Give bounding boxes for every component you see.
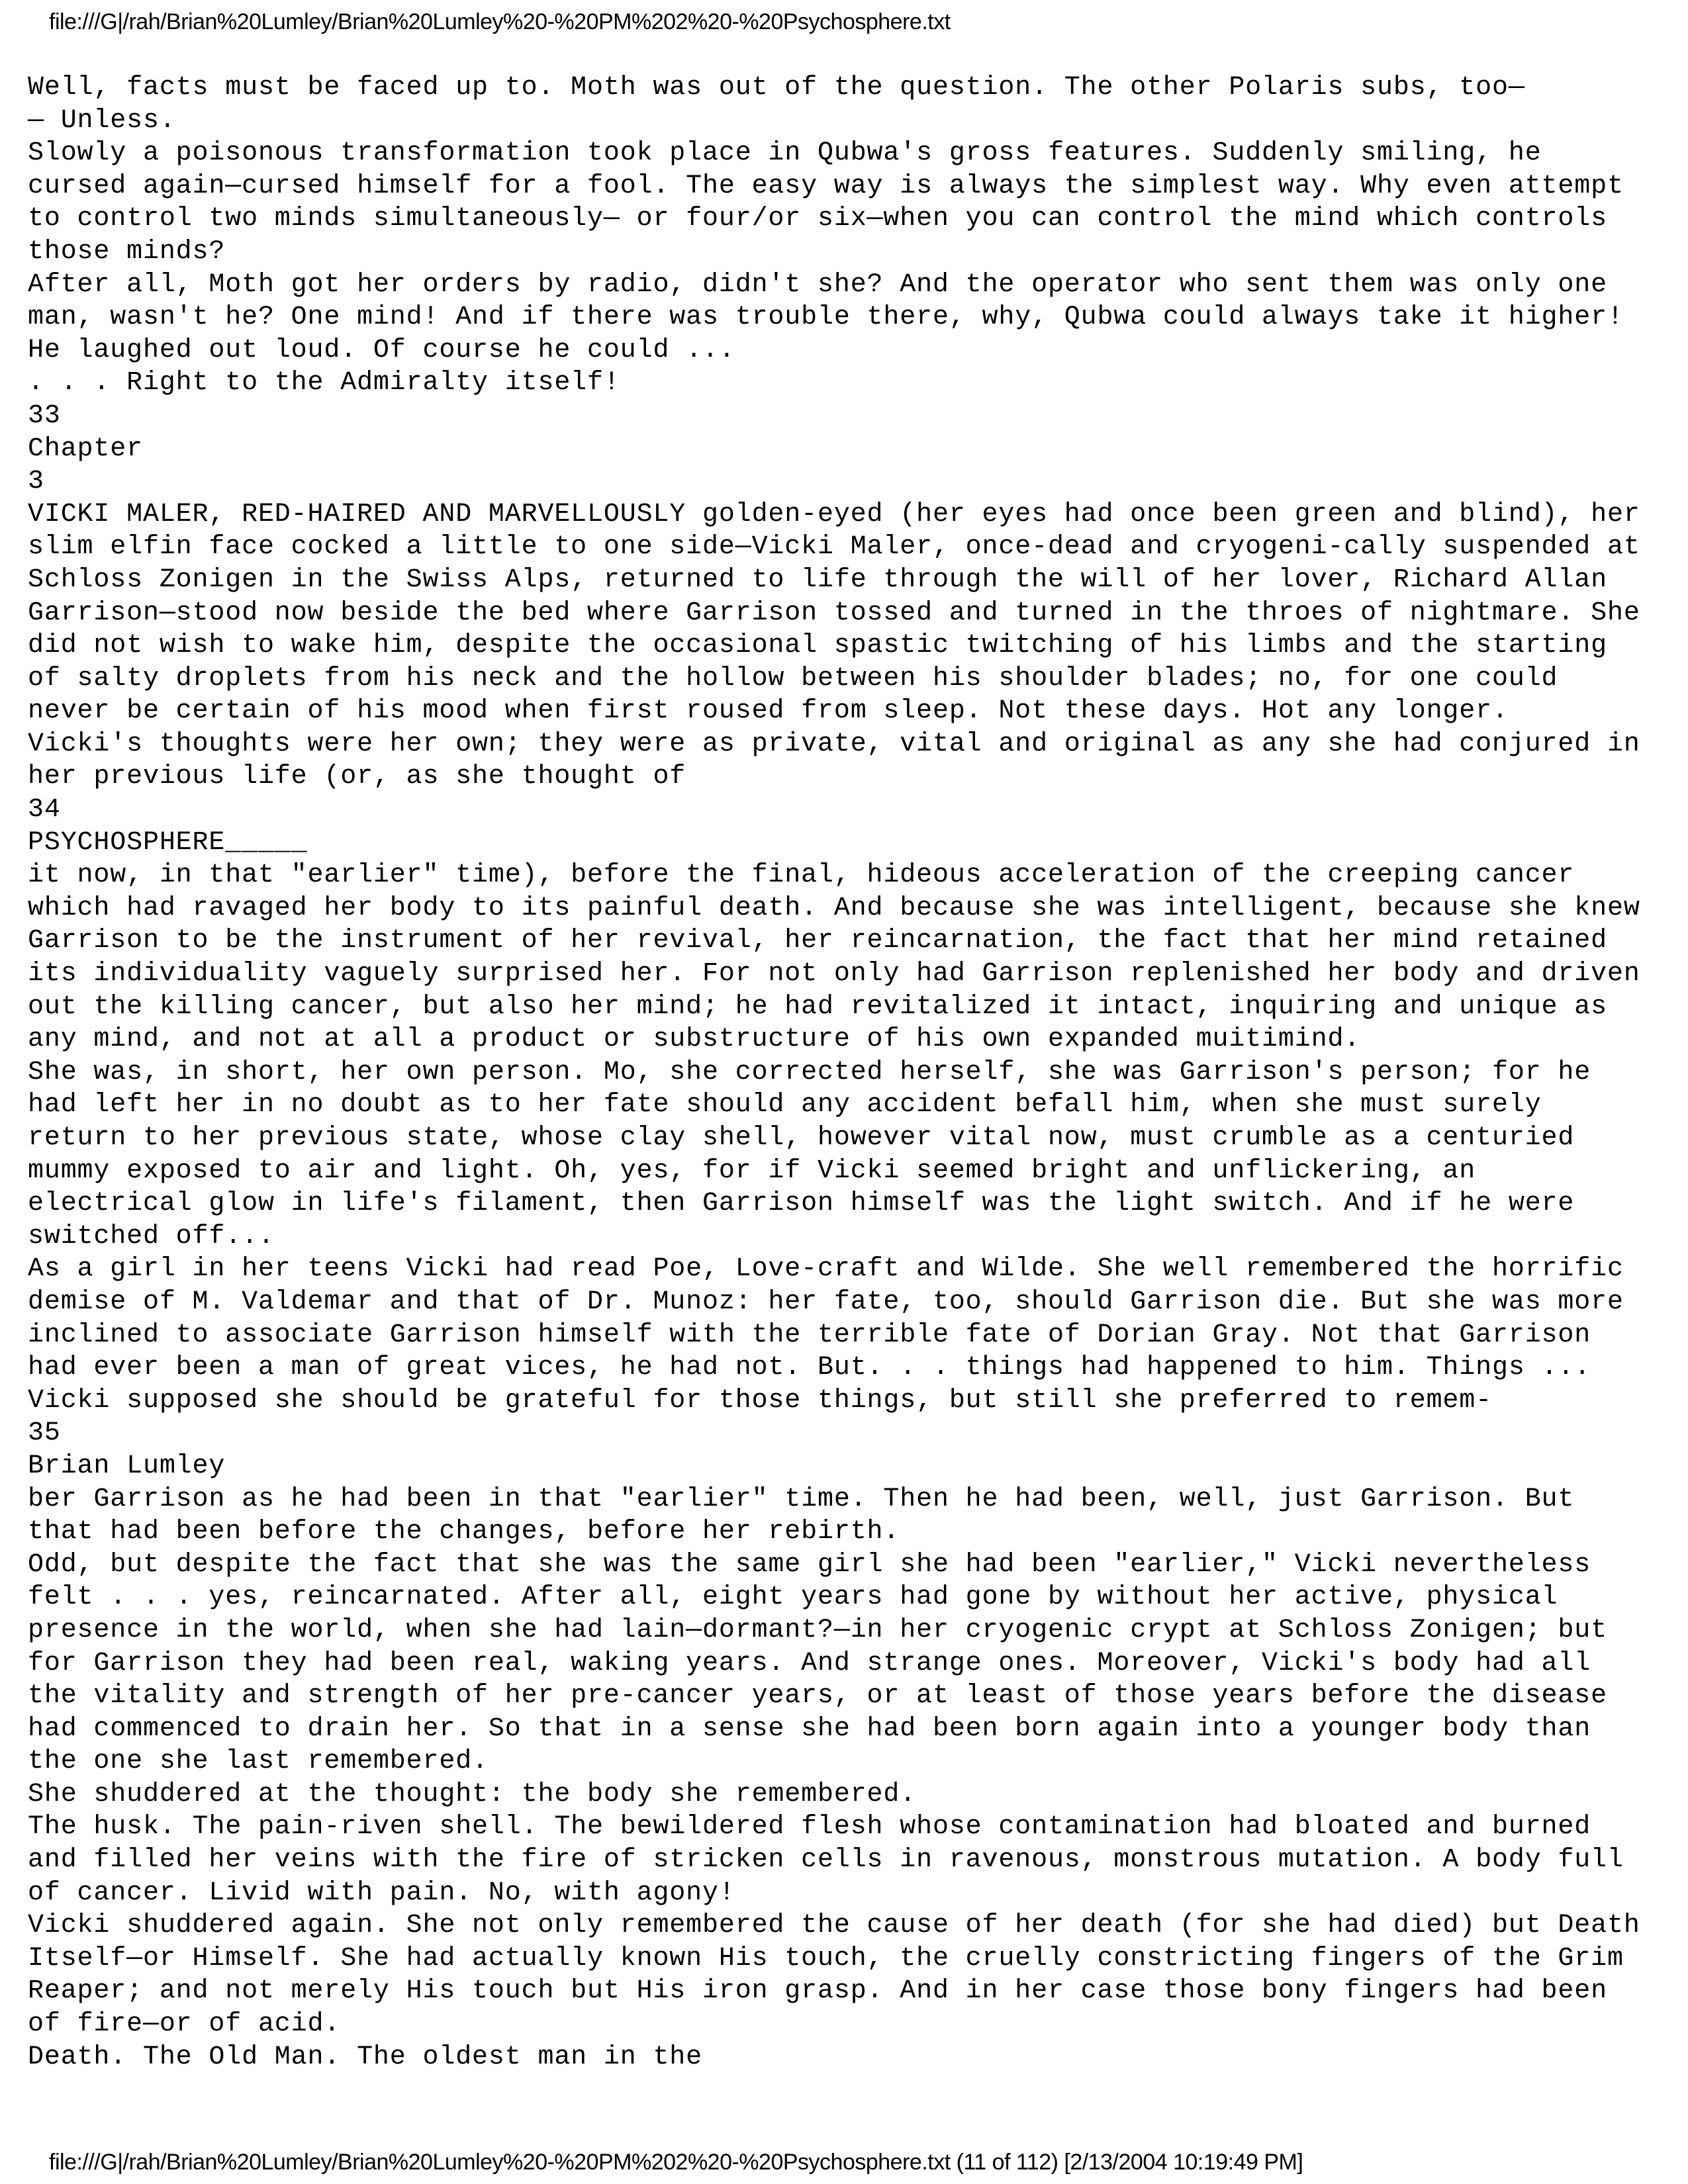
text-line: her previous life (or, as she thought of — [28, 762, 686, 792]
text-line: Schloss Zonigen in the Swiss Alps, returned to life through the will of her lover, Richard Allan — [28, 565, 1607, 595]
page-header-path: file:///G|/rah/Brian%20Lumley/Brian%20Lumley%20-%20PM%202%20-%20Psychosphere.txt — [49, 9, 951, 34]
text-line: had commenced to drain her. So that in a sense she had been born again into a younger body than — [28, 1713, 1591, 1744]
text-line: Itself—or Himself. She had actually known His touch, the cruelly constricting fingers of the Grim — [28, 1943, 1624, 1974]
text-line: it now, in that "earlier" time), before the final, hideous acceleration of the creeping cancer — [28, 860, 1575, 891]
text-line: Death. The Old Man. The oldest man in the — [28, 2042, 703, 2072]
text-line: mummy exposed to air and light. Oh, yes, for if Vicki seemed bright and unflickering, an — [28, 1156, 1476, 1186]
text-line: man, wasn't he? One mind! And if there was trouble there, why, Qubwa could always take it higher! — [28, 302, 1624, 333]
text-line: the one she last remembered. — [28, 1747, 489, 1777]
text-line: electrical glow in life's filament, then Garrison himself was the light switch. And if he were — [28, 1189, 1575, 1219]
text-line: presence in the world, when she had lain—dormant?—in her cryogenic crypt at Schloss Zonigen; but — [28, 1615, 1607, 1645]
text-line: the vitality and strength of her pre-cancer years, or at least of those years before the disease — [28, 1681, 1607, 1711]
text-line: return to her previous state, whose clay shell, however vital now, must crumble as a centuried — [28, 1123, 1575, 1153]
text-line: those minds? — [28, 236, 226, 267]
text-line: — Unless. — [28, 105, 176, 136]
text-line: ber Garrison as he had been in that "earlier" time. Then he had been, well, just Garrison. But — [28, 1484, 1575, 1514]
text-line: Odd, but despite the fact that she was the same girl she had been "earlier," Vicki nevertheless — [28, 1549, 1591, 1580]
text-line: Well, facts must be faced up to. Moth was out of the question. The other Polaris subs, too— — [28, 73, 1525, 103]
text-line: As a girl in her teens Vicki had read Poe, Love-craft and Wilde. She well remembered the horrific — [28, 1254, 1624, 1285]
text-line: Brian Lumley — [28, 1451, 226, 1481]
text-line: demise of M. Valdemar and that of Dr. Munoz: her fate, too, should Garrison die. But she was more — [28, 1287, 1624, 1317]
text-line: felt . . . yes, reincarnated. After all, eight years had gone by without her active, physical — [28, 1582, 1558, 1613]
text-line: Vicki's thoughts were her own; they were as private, vital and original as any she had conjured in — [28, 729, 1640, 759]
text-line: 35 — [28, 1418, 61, 1449]
text-line: its individuality vaguely surprised her. For not only had Garrison replenished her body and driven — [28, 959, 1640, 989]
text-line: VICKI MALER, RED-HAIRED AND MARVELLOUSLY golden-eyed (her eyes had once been green and blind), her — [28, 499, 1640, 529]
text-line: that had been before the changes, before her rebirth. — [28, 1517, 900, 1547]
text-line: switched off... — [28, 1221, 275, 1251]
text-line: for Garrison they had been real, waking years. And strange ones. Moreover, Vicki's body had all — [28, 1648, 1591, 1678]
text-line: . . . Right to the Admiralty itself! — [28, 368, 620, 398]
text-line: Garrison to be the instrument of her revival, her reincarnation, the fact that her mind retained — [28, 926, 1607, 956]
text-line: 3 — [28, 467, 44, 497]
text-line: out the killing cancer, but also her mind; he had revitalized it intact, inquiring and unique as — [28, 991, 1607, 1022]
text-line: to control two minds simultaneously— or four/or six—when you can control the mind which controls — [28, 204, 1607, 234]
text-line: PSYCHOSPHERE_____ — [28, 827, 308, 858]
text-line: Slowly a poisonous transformation took place in Qubwa's gross features. Suddenly smiling, he — [28, 138, 1542, 169]
text-line: Garrison—stood now beside the bed where Garrison tossed and turned in the throes of nightmare. She — [28, 598, 1640, 628]
text-line: He laughed out loud. Of course he could ... — [28, 335, 735, 365]
text-line: never be certain of his mood when first roused from sleep. Not these days. Hot any longer. — [28, 696, 1509, 727]
page-footer-path: file:///G|/rah/Brian%20Lumley/Brian%20Lumley%20-%20PM%202%20-%20Psychosphere.txt (11 of 112) [2/13/2004 10:19:49 PM] — [49, 2150, 1303, 2175]
text-line: had left her in no doubt as to her fate should any accident befall him, when she must surely — [28, 1090, 1542, 1120]
text-line: slim elfin face cocked a little to one side—Vicki Maler, once-dead and cryogeni-cally suspended at — [28, 532, 1640, 563]
text-line: Vicki shuddered again. She not only remembered the cause of her death (for she had died) but Death — [28, 1911, 1640, 1941]
text-line: did not wish to wake him, despite the occasional spastic twitching of his limbs and the starting — [28, 631, 1607, 661]
text-line: which had ravaged her body to its painful death. And because she was intelligent, because she knew — [28, 893, 1640, 923]
text-line: She shuddered at the thought: the body she remembered. — [28, 1779, 917, 1809]
text-line: and filled her veins with the fire of stricken cells in ravenous, monstrous mutation. A body full — [28, 1845, 1624, 1876]
document-text — [28, 71, 1663, 2073]
text-line: inclined to associate Garrison himself with the terrible fate of Dorian Gray. Not that Garrison — [28, 1320, 1591, 1350]
text-line: of fire—or of acid. — [28, 2009, 341, 2040]
text-line: 34 — [28, 795, 61, 825]
text-line: had ever been a man of great vices, he had not. But. . . things had happened to him. Things ... — [28, 1353, 1591, 1383]
text-line: of salty droplets from his neck and the hollow between his shoulder blades; no, for one could — [28, 663, 1558, 694]
text-line: Chapter — [28, 433, 143, 464]
text-line: The husk. The pain-riven shell. The bewildered flesh whose contamination had bloated and burned — [28, 1812, 1591, 1843]
text-line: Vicki supposed she should be grateful for those things, but still she preferred to remem- — [28, 1385, 1492, 1416]
text-line: After all, Moth got her orders by radio, didn't she? And the operator who sent them was only one — [28, 269, 1607, 300]
text-line: of cancer. Livid with pain. No, with agony! — [28, 1878, 735, 1908]
text-line: any mind, and not at all a product or substructure of his own expanded muitimind. — [28, 1024, 1361, 1055]
text-line: Reaper; and not merely His touch but His iron grasp. And in her case those bony fingers had been — [28, 1976, 1607, 2007]
text-line: She was, in short, her own person. Mo, she corrected herself, she was Garrison's person; for he — [28, 1057, 1591, 1087]
text-line: cursed again—cursed himself for a fool. The easy way is always the simplest way. Why even attempt — [28, 171, 1624, 201]
text-line: 33 — [28, 400, 61, 431]
